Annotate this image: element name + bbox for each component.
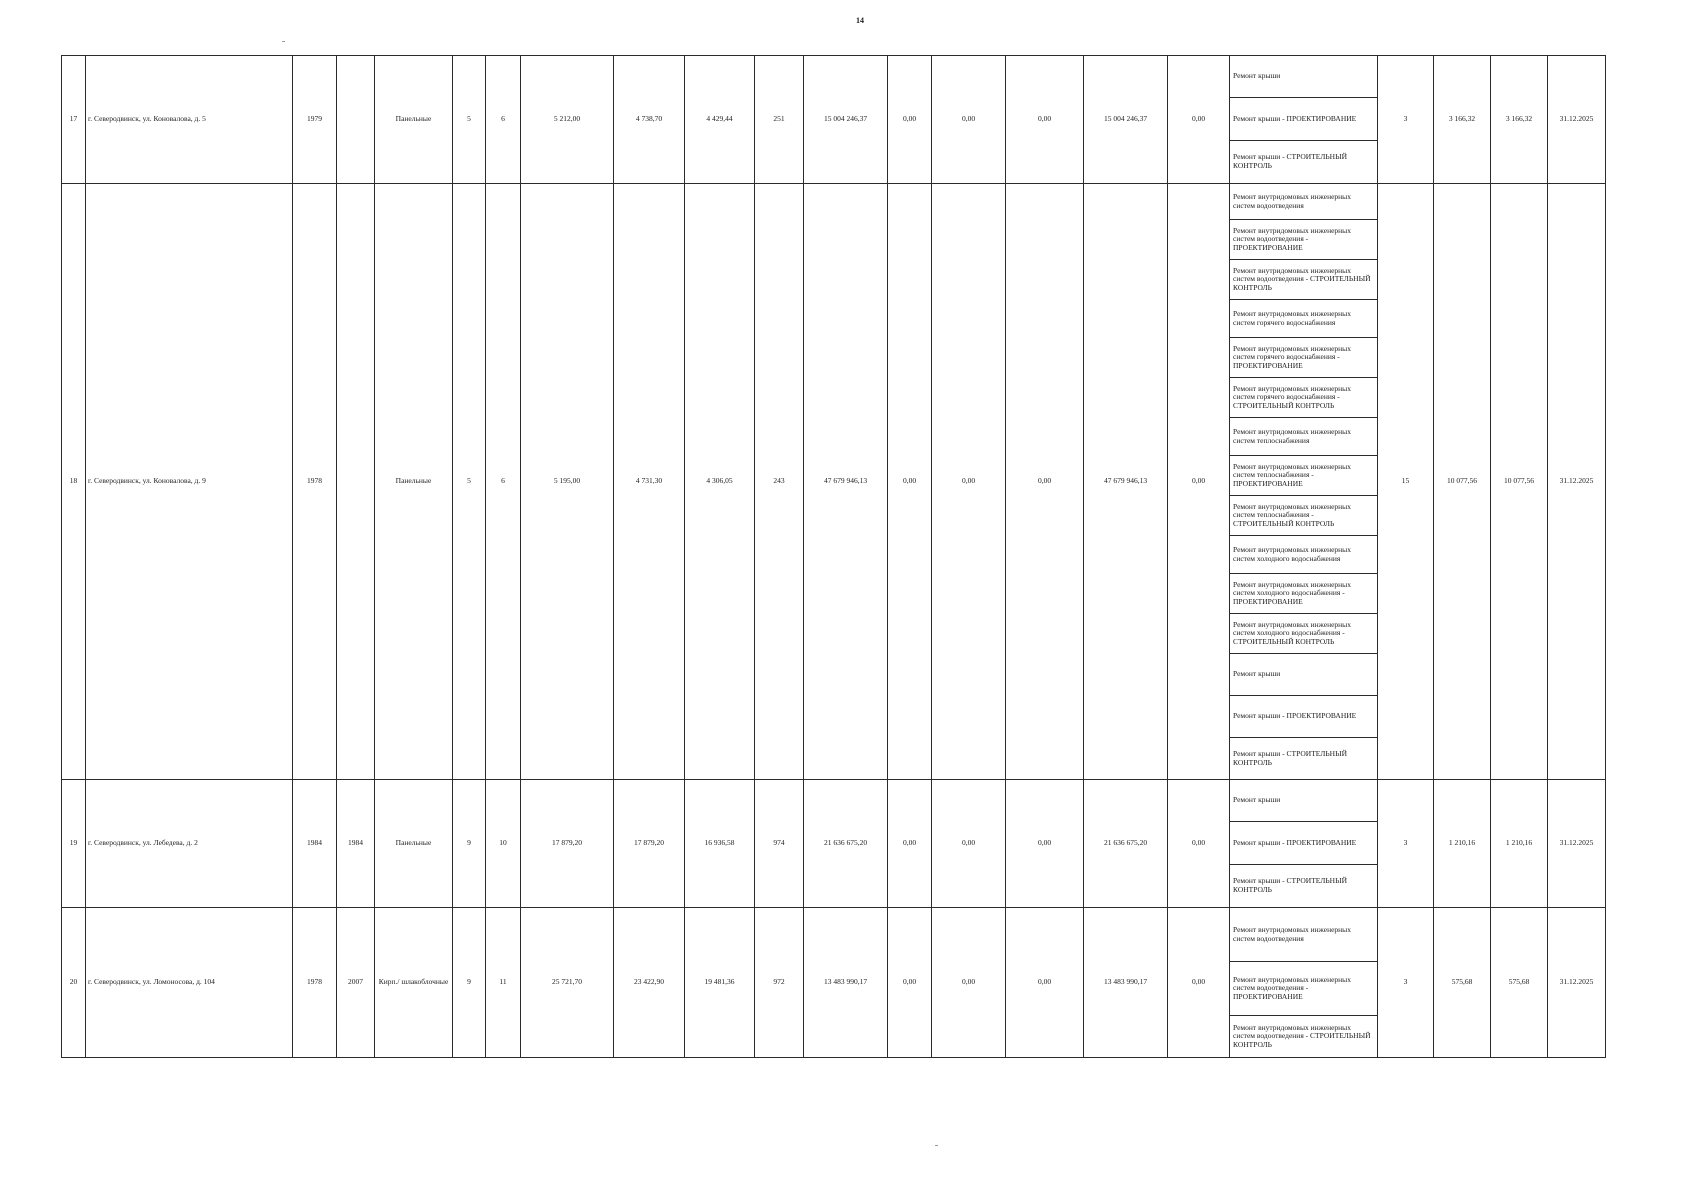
unit-cost: 575,68	[1434, 908, 1491, 1058]
year-renovation	[337, 56, 375, 184]
fund-owners: 13 483 990,17	[1084, 908, 1168, 1058]
fund-owners: 47 679 946,13	[1084, 184, 1168, 780]
floors: 5	[453, 56, 486, 184]
work-type-cell: Ремонт внутридомовых инженерных систем холодного водоснабжения - СТРОИТЕЛЬНЫЙ КОНТРОЛЬ	[1230, 614, 1378, 654]
area-premises: 17 879,20	[614, 780, 685, 908]
fund-regional: 0,00	[932, 780, 1006, 908]
row-number: 18	[62, 184, 86, 780]
unit-cost-max: 575,68	[1491, 908, 1548, 1058]
cost-total: 21 636 675,20	[804, 780, 888, 908]
work-type-cell: Ремонт внутридомовых инженерных систем теплоснабжения - ПРОЕКТИРОВАНИЕ	[1230, 456, 1378, 496]
work-type-cell: Ремонт крыши	[1230, 780, 1378, 822]
work-type-cell: Ремонт внутридомовых инженерных систем водоотведения - СТРОИТЕЛЬНЫЙ КОНТРОЛЬ	[1230, 1016, 1378, 1058]
work-type-cell: Ремонт крыши - СТРОИТЕЛЬНЫЙ КОНТРОЛЬ	[1230, 141, 1378, 184]
work-type-cell: Ремонт крыши - СТРОИТЕЛЬНЫЙ КОНТРОЛЬ	[1230, 865, 1378, 908]
row-number: 20	[62, 908, 86, 1058]
work-type-cell: Ремонт внутридомовых инженерных систем водоотведения	[1230, 184, 1378, 220]
fund-regional: 0,00	[932, 908, 1006, 1058]
area-residential: 16 936,58	[685, 780, 755, 908]
scan-speck	[282, 41, 285, 42]
fund-other: 0,00	[1168, 56, 1230, 184]
work-type-cell: Ремонт крыши	[1230, 654, 1378, 696]
work-type-cell: Ремонт внутридомовых инженерных систем горячего водоснабжения - СТРОИТЕЛЬНЫЙ КОНТРОЛЬ	[1230, 378, 1378, 418]
fund-federal: 0,00	[888, 780, 932, 908]
fund-local: 0,00	[1006, 56, 1084, 184]
work-type-cell: Ремонт внутридомовых инженерных систем теплоснабжения - СТРОИТЕЛЬНЫЙ КОНТРОЛЬ	[1230, 496, 1378, 536]
work-type-cell: Ремонт внутридомовых инженерных систем водоотведения - ПРОЕКТИРОВАНИЕ	[1230, 962, 1378, 1016]
works-count: 3	[1378, 780, 1434, 908]
year-renovation	[337, 184, 375, 780]
fund-other: 0,00	[1168, 780, 1230, 908]
wall-material: Панельные	[375, 56, 453, 184]
total-area: 5 212,00	[521, 56, 614, 184]
fund-other: 0,00	[1168, 184, 1230, 780]
row-number: 19	[62, 780, 86, 908]
fund-federal: 0,00	[888, 908, 932, 1058]
address-cell: г. Северодвинск, ул. Ломоносова, д. 104	[86, 908, 293, 1058]
table-row	[62, 780, 1606, 822]
entrances: 11	[486, 908, 521, 1058]
floors: 9	[453, 780, 486, 908]
scan-speck	[935, 1145, 938, 1146]
unit-cost: 1 210,16	[1434, 780, 1491, 908]
works-count: 3	[1378, 56, 1434, 184]
deadline: 31.12.2025	[1548, 56, 1606, 184]
works-count: 15	[1378, 184, 1434, 780]
area-premises: 4 738,70	[614, 56, 685, 184]
cost-total: 15 004 246,37	[804, 56, 888, 184]
year-renovation: 1984	[337, 780, 375, 908]
address-cell: г. Северодвинск, ул. Коновалова, д. 5	[86, 56, 293, 184]
deadline: 31.12.2025	[1548, 184, 1606, 780]
fund-owners: 21 636 675,20	[1084, 780, 1168, 908]
table-row	[62, 908, 1606, 962]
work-type-cell: Ремонт внутридомовых инженерных систем водоотведения	[1230, 908, 1378, 962]
unit-cost-max: 10 077,56	[1491, 184, 1548, 780]
area-premises: 4 731,30	[614, 184, 685, 780]
residents-count: 243	[755, 184, 804, 780]
work-type-cell: Ремонт внутридомовых инженерных систем водоотведения - СТРОИТЕЛЬНЫЙ КОНТРОЛЬ	[1230, 260, 1378, 300]
area-residential: 4 306,05	[685, 184, 755, 780]
floors: 9	[453, 908, 486, 1058]
year-built: 1978	[293, 184, 337, 780]
table-row	[62, 56, 1606, 98]
entrances: 6	[486, 56, 521, 184]
year-built: 1978	[293, 908, 337, 1058]
page-number: 14	[856, 16, 864, 25]
area-residential: 19 481,36	[685, 908, 755, 1058]
unit-cost-max: 1 210,16	[1491, 780, 1548, 908]
row-number: 17	[62, 56, 86, 184]
wall-material: Кирп./ шлакоблочные	[375, 908, 453, 1058]
work-type-cell: Ремонт внутридомовых инженерных систем горячего водоснабжения	[1230, 300, 1378, 338]
total-area: 17 879,20	[521, 780, 614, 908]
work-type-cell: Ремонт крыши	[1230, 56, 1378, 98]
area-premises: 23 422,90	[614, 908, 685, 1058]
work-type-cell: Ремонт внутридомовых инженерных систем холодного водоснабжения - ПРОЕКТИРОВАНИЕ	[1230, 574, 1378, 614]
unit-cost: 10 077,56	[1434, 184, 1491, 780]
entrances: 6	[486, 184, 521, 780]
floors: 5	[453, 184, 486, 780]
year-renovation: 2007	[337, 908, 375, 1058]
fund-regional: 0,00	[932, 56, 1006, 184]
fund-owners: 15 004 246,37	[1084, 56, 1168, 184]
year-built: 1984	[293, 780, 337, 908]
repair-register-table	[61, 55, 1606, 1058]
unit-cost: 3 166,32	[1434, 56, 1491, 184]
fund-local: 0,00	[1006, 908, 1084, 1058]
works-count: 3	[1378, 908, 1434, 1058]
residents-count: 974	[755, 780, 804, 908]
cost-total: 47 679 946,13	[804, 184, 888, 780]
total-area: 5 195,00	[521, 184, 614, 780]
total-area: 25 721,70	[521, 908, 614, 1058]
table-row	[62, 184, 1606, 220]
residents-count: 972	[755, 908, 804, 1058]
fund-federal: 0,00	[888, 56, 932, 184]
residents-count: 251	[755, 56, 804, 184]
fund-local: 0,00	[1006, 184, 1084, 780]
address-cell: г. Северодвинск, ул. Лебедева, д. 2	[86, 780, 293, 908]
work-type-cell: Ремонт крыши - ПРОЕКТИРОВАНИЕ	[1230, 98, 1378, 141]
fund-regional: 0,00	[932, 184, 1006, 780]
work-type-cell: Ремонт крыши - ПРОЕКТИРОВАНИЕ	[1230, 696, 1378, 738]
wall-material: Панельные	[375, 780, 453, 908]
work-type-cell: Ремонт внутридомовых инженерных систем холодного водоснабжения	[1230, 536, 1378, 574]
work-type-cell: Ремонт внутридомовых инженерных систем горячего водоснабжения - ПРОЕКТИРОВАНИЕ	[1230, 338, 1378, 378]
cost-total: 13 483 990,17	[804, 908, 888, 1058]
area-residential: 4 429,44	[685, 56, 755, 184]
address-cell: г. Северодвинск, ул. Коновалова, д. 9	[86, 184, 293, 780]
fund-federal: 0,00	[888, 184, 932, 780]
year-built: 1979	[293, 56, 337, 184]
deadline: 31.12.2025	[1548, 908, 1606, 1058]
wall-material: Панельные	[375, 184, 453, 780]
deadline: 31.12.2025	[1548, 780, 1606, 908]
unit-cost-max: 3 166,32	[1491, 56, 1548, 184]
entrances: 10	[486, 780, 521, 908]
work-type-cell: Ремонт крыши - СТРОИТЕЛЬНЫЙ КОНТРОЛЬ	[1230, 738, 1378, 780]
work-type-cell: Ремонт внутридомовых инженерных систем водоотведения - ПРОЕКТИРОВАНИЕ	[1230, 220, 1378, 260]
fund-local: 0,00	[1006, 780, 1084, 908]
work-type-cell: Ремонт крыши - ПРОЕКТИРОВАНИЕ	[1230, 822, 1378, 865]
work-type-cell: Ремонт внутридомовых инженерных систем теплоснабжения	[1230, 418, 1378, 456]
fund-other: 0,00	[1168, 908, 1230, 1058]
